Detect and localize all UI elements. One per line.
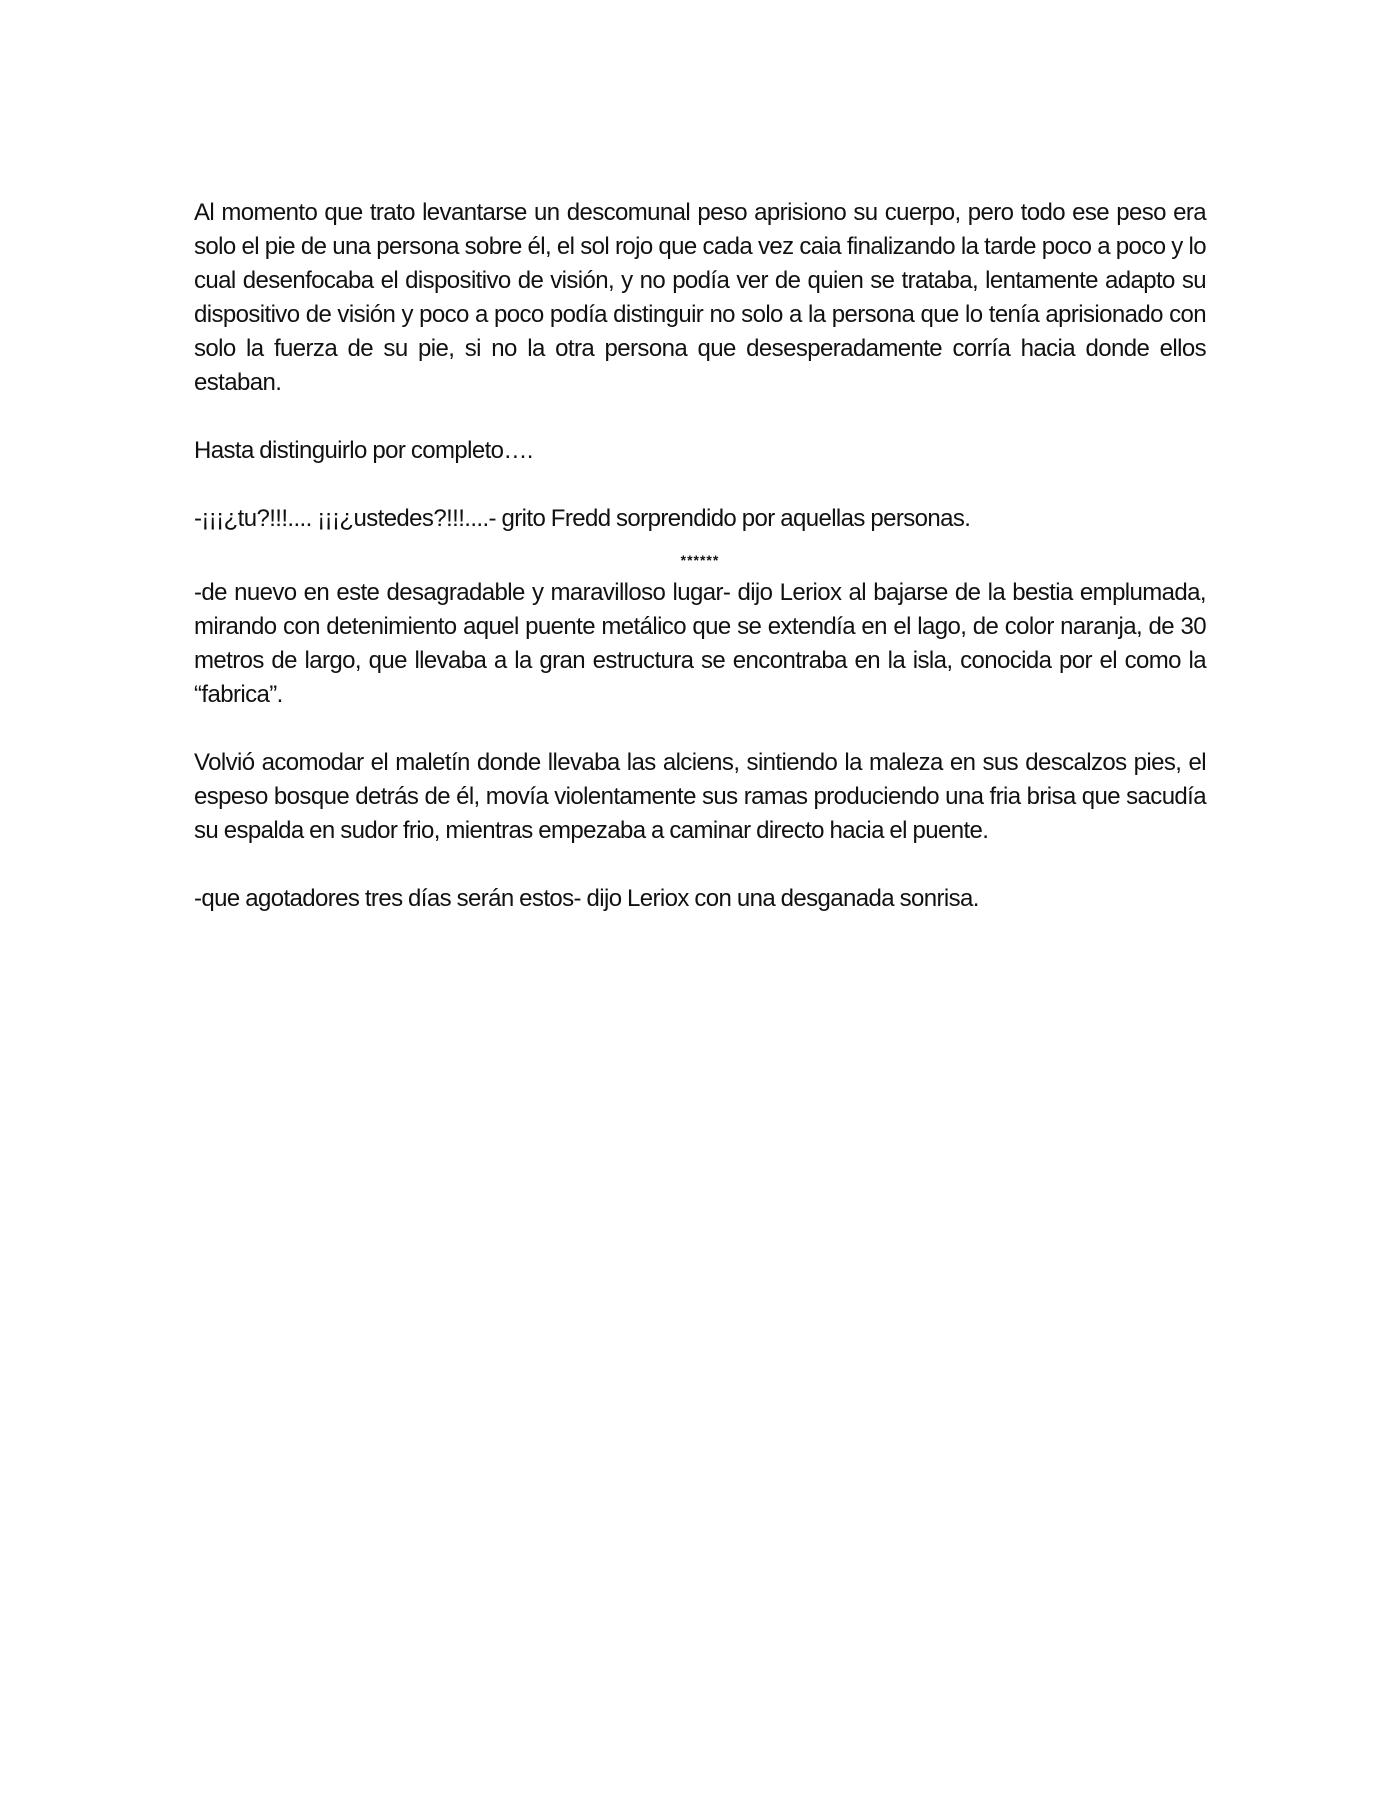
paragraph-1: Al momento que trato levantarse un descomunal peso aprisiono su cuerpo, pero todo ese peso era solo el pie de una persona sobre él, el sol rojo que cada vez caia finalizando la tarde poco a poco y lo cual desenfocaba el dispositivo de visión, y no podía ver de quien se trataba, lentamente adapto su dispositivo de visión y poco a poco podía distinguir no solo a la persona que lo tenía aprisionado con solo la fuerza de su pie, si no la otra persona que desesperadamente corría hacia donde ellos estaban.: [194, 199, 1206, 396]
paragraph-5: Volvió acomodar el maletín donde llevaba las alciens, sintiendo la maleza en sus descalzos pies, el espeso bosque detrás de él, movía violentamente sus ramas produciendo una fria brisa que sacudía su espalda en sudor frio, mientras empezaba a caminar directo hacia el puente.: [194, 749, 1206, 844]
document-body: [194, 196, 1206, 950]
paragraph-6: -que agotadores tres días serán estos- dijo Leriox con una desganada sonrisa.: [194, 885, 979, 912]
paragraph-4: -de nuevo en este desagradable y maravilloso lugar- dijo Leriox al bajarse de la bestia emplumada, mirando con detenimiento aquel puente metálico que se extendía en el lago, de color naranja, de 30 metros de largo, que llevaba a la gran estructura se encontraba en la isla, conocida por el como la “fabrica”.: [194, 579, 1206, 708]
paragraph-3: -¡¡¡¿tu?!!!.... ¡¡¡¿ustedes?!!!....- grito Fredd sorprendido por aquellas personas.: [194, 505, 971, 532]
paragraph-2: Hasta distinguirlo por completo….: [194, 437, 533, 464]
section-separator: ******: [680, 552, 720, 568]
